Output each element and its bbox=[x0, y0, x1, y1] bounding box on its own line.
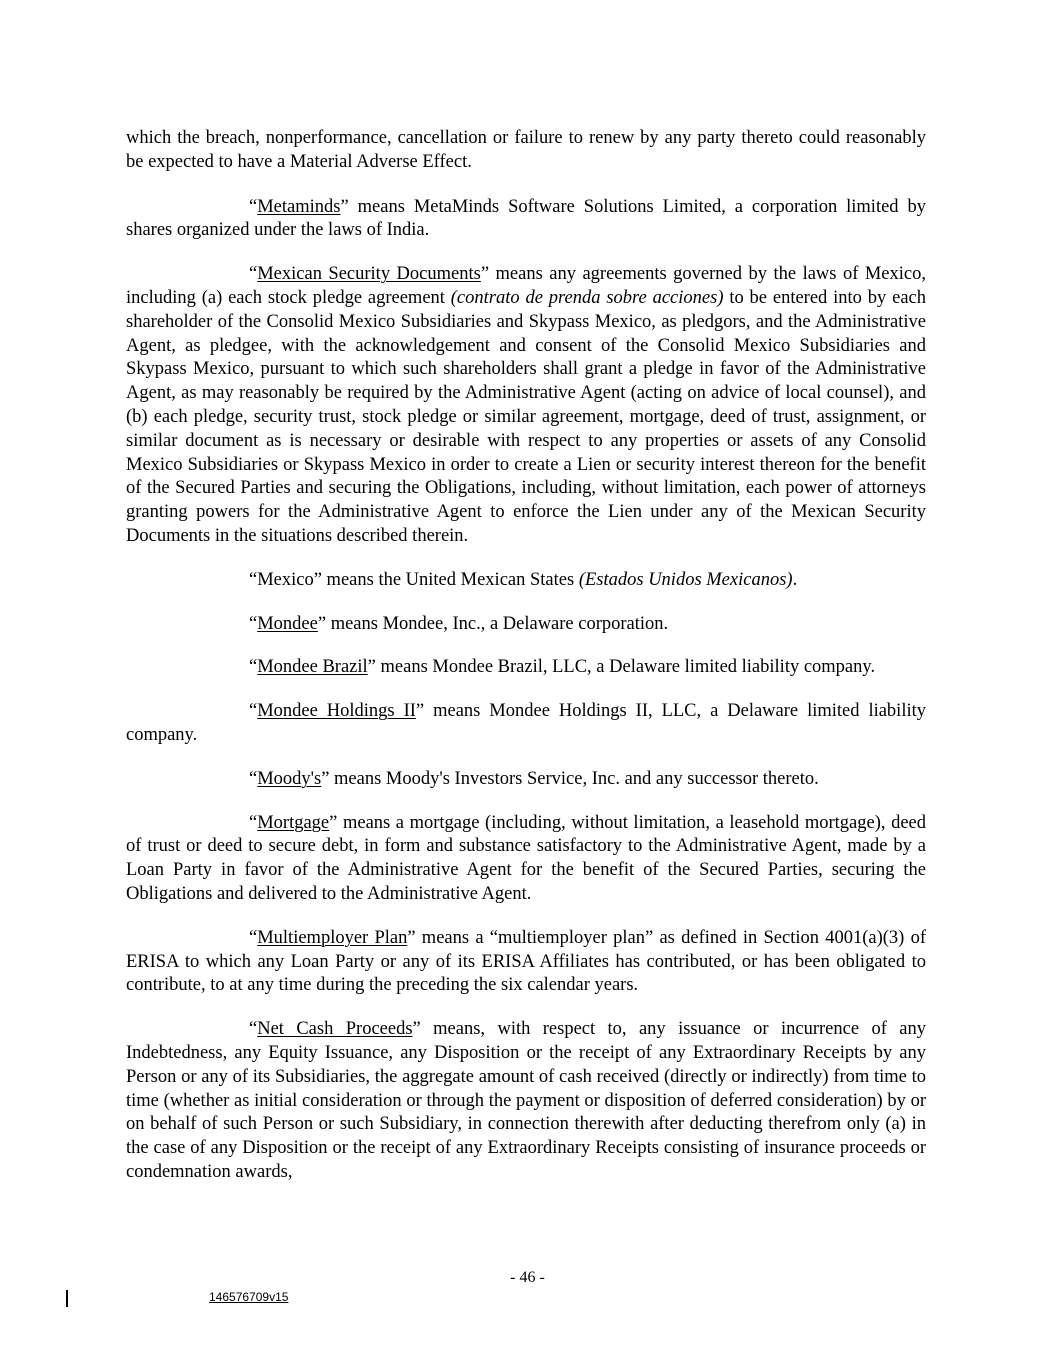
definition-text: means, with respect to, any issuance or incurrence of any Indebtedness, any Equity Issuance, any Disposition or the receipt of any Extraordinary Receipts by any Person or any of its Subsidiaries, the aggregate amount of cash received (directly or indirectly) from time to time (whether as initial consideration or through the payment or disposition of deferred consideration) by or on behalf of such Person or such Subsidiary, in connection therewith after deducting therefrom only (a) in the case of any Disposition or the receipt of any Extraordinary Receipts consisting of insurance proceeds or condemnation awards, bbox=[126, 1019, 926, 1182]
definition-text: means a mortgage (including, without limitation, a leasehold mortgage), deed of trust or deed to secure debt, in form and substance satisfactory to the Administrative Agent, made by a Loan Party in favor of the Administrative Agent for the benefit of the Secured Parties, securing the Obligations and delivered to the Administrative Agent. bbox=[126, 812, 926, 904]
definition-text: means a “multiemployer plan” as defined in Section 4001(a)(3) of ERISA to which any Loan Party or any of its ERISA Affiliates has contributed, or has been obligated to contribute, to at any time during the preceding the six calendar years. bbox=[126, 927, 926, 996]
defined-term: Multiemployer Plan bbox=[257, 927, 408, 948]
definition-mexican-security-documents: “Mexican Security Documents” means any agreements governed by the laws of Mexico, including (a) each stock pledge agreement (contrato de prenda sobre acciones) to be entered into by each shareholder of the Consolid Mexico Subsidiaries and Skypass Mexico, as pledgors, and the Administrative Agent, as pledgee, with the acknowledgement and consent of the Consolid Mexico Subsidiaries and Skypass Mexico, pursuant to which such shareholders shall grant a pledge in favor of the Administrative Agent, as may reasonably be required by the Administrative Agent (acting on advice of local counsel), and (b) each pledge, security trust, stock pledge or similar agreement, mortgage, deed of trust, assignment, or similar document as is necessary or desirable with respect to any properties or assets of any Consolid Mexico Subsidiaries or Skypass Mexico in order to create a Lien or security interest thereon for the benefit of the Secured Parties and securing the Obligations, including, without limitation, each power of attorneys granting powers for the Administrative Agent to enforce the Lien under any of the Mexican Security Documents in the situations described therein. bbox=[126, 264, 926, 546]
defined-term: Moody's bbox=[257, 768, 322, 789]
definition-mortgage: “Mortgage” means a mortgage (including, without limitation, a leasehold mortgage), deed of trust or deed to secure debt, in form and substance satisfactory to the Administrative Agent, made by a Loan Party in favor of the Administrative Agent for the benefit of the Secured Parties, securing the Obligations and delivered to the Administrative Agent. bbox=[126, 812, 926, 904]
definition-mondee: “Mondee” means Mondee, Inc., a Delaware corporation. bbox=[249, 613, 669, 634]
document-body bbox=[126, 127, 926, 1205]
definition-text: means any agreements governed by the laws of Mexico, including (a) each stock pledge agreement bbox=[126, 264, 926, 308]
continued-paragraph bbox=[126, 127, 926, 175]
definition-mondee-brazil: “Mondee Brazil” means Mondee Brazil, LLC, a Delaware limited liability company. bbox=[249, 657, 876, 678]
definition-metaminds: “Metaminds” means MetaMinds Software Solutions Limited, a corporation limited by shares organized under the laws of India. bbox=[126, 196, 926, 241]
paragraph-text: which the breach, nonperformance, cancellation or failure to renew by any party thereto could reasonably be expected to have a Material Adverse Effect. bbox=[126, 128, 926, 172]
defined-term: Net Cash Proceeds bbox=[257, 1019, 413, 1040]
defined-term: Mondee Holdings II bbox=[257, 701, 416, 722]
definition-mondee-holdings-ii: “Mondee Holdings II” means Mondee Holdings II, LLC, a Delaware limited liability company. bbox=[126, 701, 926, 745]
defined-term: Metaminds bbox=[257, 196, 341, 217]
definition-text: means MetaMinds Software Solutions Limited, a corporation limited by shares organized under the laws of India. bbox=[126, 196, 926, 241]
defined-term: Mortgage bbox=[257, 812, 330, 833]
document-id: 146576709v15 bbox=[209, 1290, 289, 1304]
definition-text: means Mondee, Inc., a Delaware corporation. bbox=[326, 613, 669, 634]
revision-bar bbox=[66, 1290, 68, 1307]
italic-phrase: (contrato de prenda sobre acciones) bbox=[450, 287, 724, 308]
definition-text: to be entered into by each shareholder of the Consolid Mexico Subsidiaries and Skypass Mexico, as pledgors, and the Administrative Agent, as pledgee, with the acknowledgement and consent of the Consolid Mexico Subsidiaries and Skypass Mexico, pursuant to which such shareholders shall grant a pledge in favor of the Administrative Agent, as may reasonably be required by the Administrative Agent (acting on advice of local counsel), and (b) each pledge, security trust, stock pledge or similar agreement, mortgage, deed of trust, assignment, or similar document as is necessary or desirable with respect to any properties or assets of any Consolid Mexico Subsidiaries or Skypass Mexico in order to create a Lien or security interest thereon for the benefit of the Secured Parties and securing the Obligations, including, without limitation, each power of attorneys granting powers for the Administrative Agent to enforce the Lien under any of the Mexican Security Documents in the situations described therein. bbox=[126, 287, 926, 546]
italic-phrase: (Estados Unidos Mexicanos) bbox=[578, 569, 793, 590]
definition-mexico: “Mexico” means the United Mexican States (Estados Unidos Mexicanos). bbox=[249, 569, 798, 590]
definition-multiemployer-plan: “Multiemployer Plan” means a “multiemployer plan” as defined in Section 4001(a)(3) of ERISA to which any Loan Party or any of its ERISA Affiliates has contributed, or has been obligated to contribute, to at any time during the preceding the six calendar years. bbox=[126, 927, 926, 996]
definition-text: means Mondee Holdings II, LLC, a Delaware limited liability company. bbox=[126, 701, 926, 745]
defined-term: Mondee bbox=[257, 613, 318, 634]
definition-text: means Moody's Investors Service, Inc. and any successor thereto. bbox=[329, 768, 819, 789]
definition-text: “Mexico” means the United Mexican States bbox=[249, 569, 579, 590]
page-number: - 46 - bbox=[510, 1269, 545, 1286]
definition-text: means Mondee Brazil, LLC, a Delaware limited liability company. bbox=[375, 657, 876, 678]
defined-term: Mexican Security Documents bbox=[257, 264, 481, 285]
definition-net-cash-proceeds: “Net Cash Proceeds” means, with respect to, any issuance or incurrence of any Indebtedness, any Equity Issuance, any Disposition or the receipt of any Extraordinary Receipts by any Person or any of its Subsidiaries, the aggregate amount of cash received (directly or indirectly) from time to time (whether as initial consideration or through the payment or disposition of deferred consideration) by or on behalf of such Person or such Subsidiary, in connection therewith after deducting therefrom only (a) in the case of any Disposition or the receipt of any Extraordinary Receipts consisting of insurance proceeds or condemnation awards, bbox=[126, 1019, 926, 1182]
defined-term: Mondee Brazil bbox=[257, 657, 368, 678]
definition-moodys: “Moody's” means Moody's Investors Service, Inc. and any successor thereto. bbox=[249, 768, 819, 789]
